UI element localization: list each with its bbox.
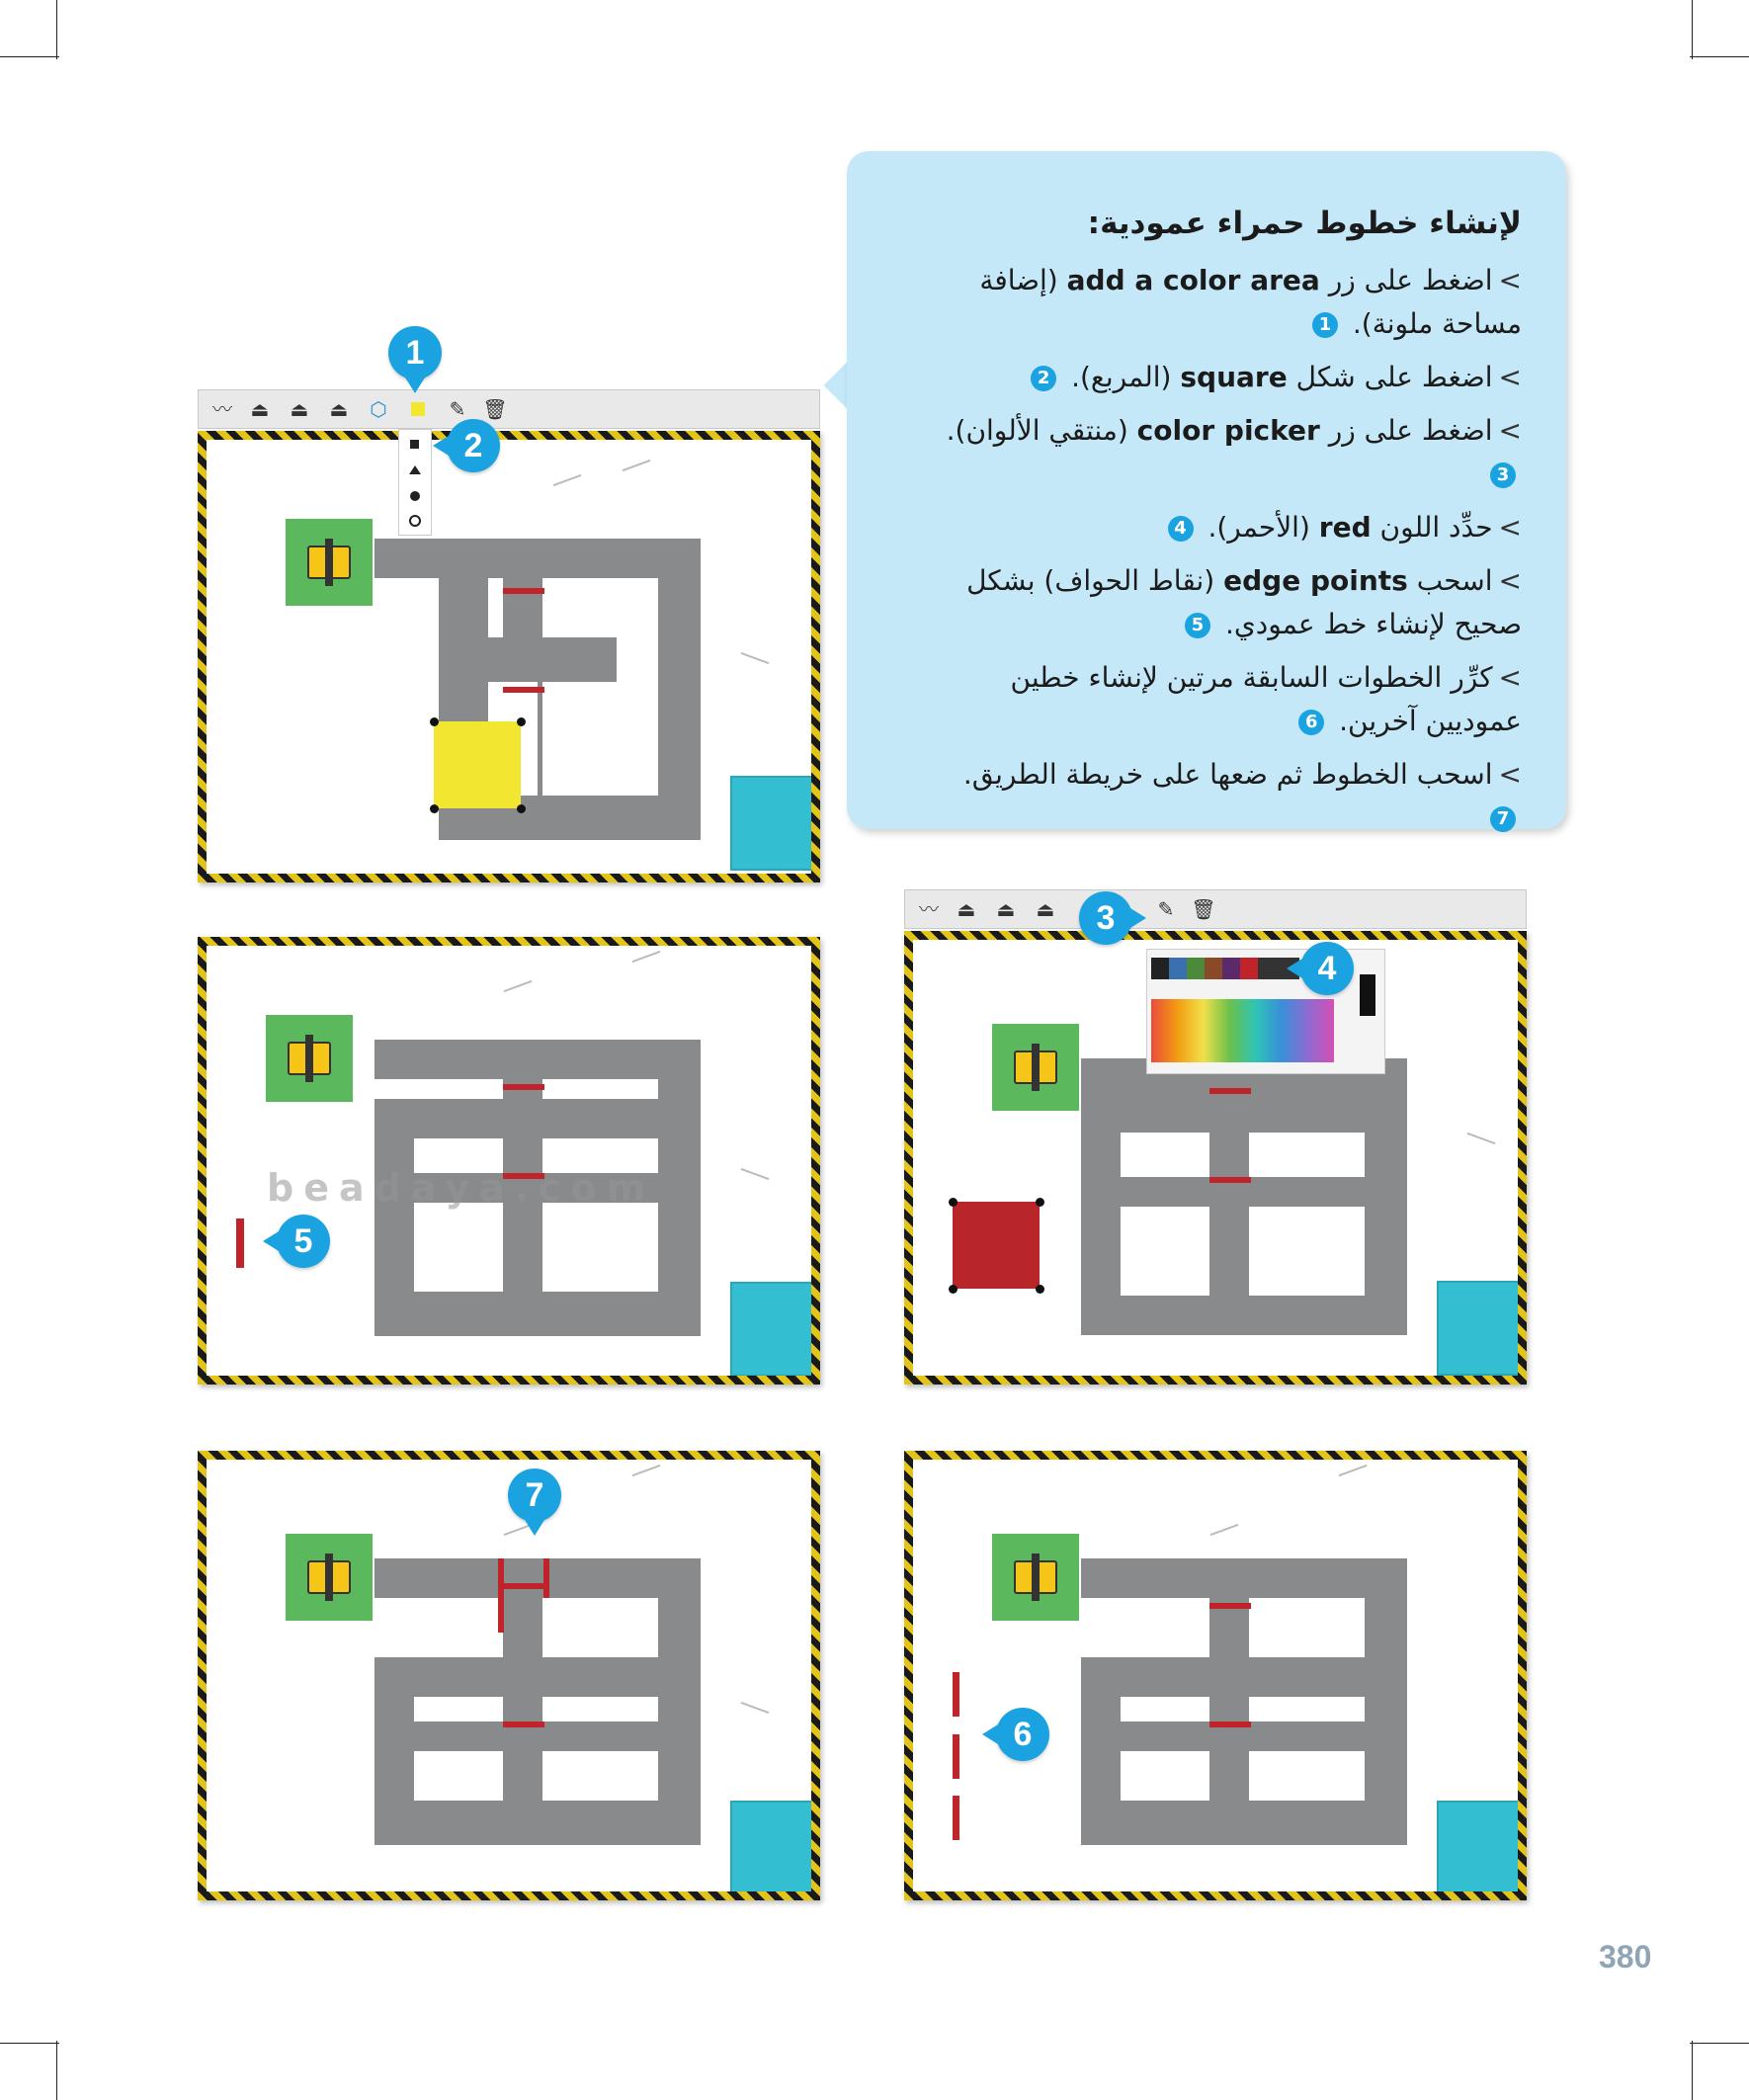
color-area-icon[interactable] (404, 396, 432, 422)
eyedropper-icon[interactable]: ✎ (449, 397, 466, 421)
red-line (1209, 1603, 1251, 1609)
map-panel-add-color-area (198, 431, 820, 882)
ramp-icon[interactable]: ⏏ (1036, 897, 1055, 921)
freehand-icon[interactable]: 〰 (212, 397, 232, 421)
goal-area (730, 776, 815, 871)
vertical-red-line[interactable] (953, 1734, 959, 1779)
vertical-red-line[interactable] (543, 1558, 549, 1598)
step-number-badge: 6 (1298, 710, 1324, 735)
robot-icon (307, 1560, 351, 1594)
red-line (1209, 1177, 1251, 1183)
vertical-red-line[interactable] (953, 1796, 959, 1840)
callout-5: 5 (277, 1215, 330, 1268)
ramp-icon[interactable]: ⏏ (996, 897, 1016, 921)
red-line (503, 1583, 544, 1589)
ramp-icon[interactable]: ⏏ (250, 397, 270, 421)
red-line (503, 588, 544, 594)
red-line (1209, 1088, 1251, 1094)
page-number: 380 (1599, 1939, 1652, 1974)
cube-icon[interactable]: ⬡ (370, 397, 387, 421)
robot-icon (1014, 1050, 1057, 1084)
step-7: >اسحب الخطوط ثم ضعها على خريطة الطريق. 7 (929, 753, 1522, 840)
callout-7: 7 (508, 1469, 561, 1522)
goal-area (730, 1801, 815, 1895)
yellow-square[interactable] (434, 721, 521, 808)
callout-6: 6 (996, 1708, 1049, 1761)
trash-icon[interactable]: 🗑 (482, 397, 508, 421)
step-number-badge: 1 (1312, 312, 1338, 338)
red-line (503, 1722, 544, 1727)
red-line (503, 1084, 544, 1090)
crop-mark (1690, 56, 1749, 57)
step-5: >اسحب edge points (نقاط الحواف) بشكل صحيح لإنشاء خط عمودي. 5 (966, 564, 1522, 640)
vertical-red-line[interactable] (953, 1672, 959, 1717)
map-panel-placed-lines (198, 1451, 820, 1900)
start-area (992, 1534, 1079, 1621)
crop-mark (56, 0, 57, 59)
goal-area (730, 1282, 815, 1377)
instruction-content (929, 206, 1522, 850)
crop-mark (0, 56, 59, 57)
step-2: >اضغط على شكل square (المربع). 2 (929, 356, 1522, 399)
ramp-icon[interactable]: ⏏ (329, 397, 349, 421)
instruction-title: لإنشاء خطوط حمراء عمودية: (1087, 206, 1522, 241)
trash-icon[interactable]: 🗑 (1191, 897, 1216, 921)
robot-icon (307, 546, 351, 579)
road (375, 1040, 701, 1079)
step-number-badge: 2 (1031, 366, 1056, 391)
start-area (286, 1534, 373, 1621)
eyedropper-icon[interactable]: ✎ (1157, 897, 1175, 921)
editor-toolbar (904, 889, 1527, 929)
step-3: >اضغط على زر color picker (منتقي الألوان). 3 (929, 409, 1522, 496)
map-panel-repeat-lines (904, 1451, 1527, 1900)
shape-menu (398, 429, 432, 536)
step-1: >اضغط على زر add a color area (إضافة مساحة ملونة). 1 (979, 264, 1522, 340)
step-number-badge: 7 (1490, 806, 1516, 832)
robot-icon (288, 1042, 331, 1075)
vertical-red-line[interactable] (498, 1598, 504, 1633)
crop-mark (0, 2043, 59, 2044)
close-icon[interactable] (409, 515, 421, 527)
map-panel-edge-points (198, 937, 820, 1385)
step-6: >كرِّر الخطوات السابقة مرتين لإنشاء خطين عموديين آخرين. 6 (1010, 661, 1522, 737)
red-square[interactable] (953, 1202, 1040, 1289)
editor-toolbar (198, 389, 820, 429)
goal-area (1437, 1801, 1522, 1895)
callout-3: 3 (1079, 891, 1132, 945)
crop-mark (1692, 0, 1693, 59)
step-number-badge: 3 (1490, 462, 1516, 488)
red-line (503, 687, 544, 693)
ramp-icon[interactable]: ⏏ (290, 397, 309, 421)
square-icon[interactable] (410, 440, 419, 449)
callout-2: 2 (447, 419, 500, 472)
callout-1: 1 (388, 326, 442, 379)
step-number-badge: 5 (1185, 613, 1210, 638)
crop-mark (1692, 2041, 1693, 2100)
goal-area (1437, 1281, 1522, 1376)
ramp-icon[interactable]: ⏏ (957, 897, 976, 921)
start-area (266, 1015, 353, 1102)
road (503, 1568, 542, 1825)
vertical-red-line[interactable] (498, 1558, 504, 1598)
red-line (1209, 1722, 1251, 1727)
vertical-red-line[interactable] (236, 1218, 244, 1268)
start-area (992, 1024, 1079, 1111)
triangle-icon[interactable] (409, 465, 421, 474)
step-number-badge: 4 (1168, 516, 1194, 542)
crop-mark (1690, 2043, 1749, 2044)
robot-icon (1014, 1560, 1057, 1594)
callout-4: 4 (1300, 942, 1354, 995)
crop-mark (56, 2041, 57, 2100)
freehand-icon[interactable]: 〰 (919, 897, 939, 921)
circle-icon[interactable] (410, 491, 420, 501)
step-4: >حدِّد اللون red (الأحمر). 4 (929, 506, 1522, 549)
watermark-url: beadaya.com (267, 1166, 656, 1210)
road (1081, 1088, 1407, 1133)
start-area (286, 519, 373, 606)
